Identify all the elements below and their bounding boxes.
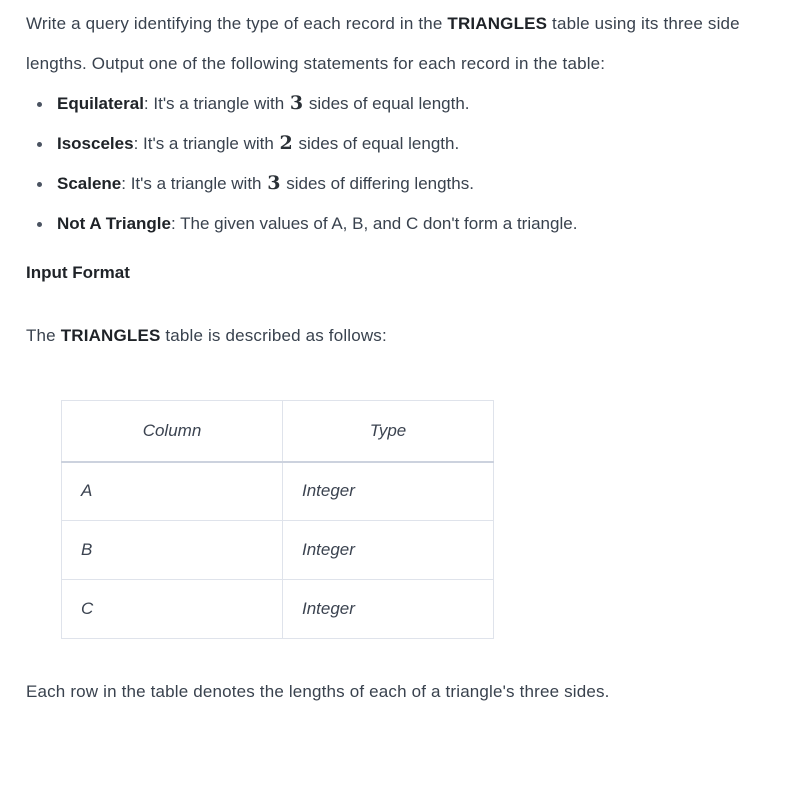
triangles-schema-table-wrapper (26, 356, 774, 639)
list-item (26, 204, 774, 244)
table-body (62, 462, 494, 639)
cell-column-name: C (62, 580, 283, 639)
bullet-dot-icon (37, 142, 42, 147)
triangle-type-text-before: : The given values of A, B, and C don't form a triangle. (170, 214, 578, 233)
column-header-column: Column (62, 401, 283, 462)
intro-paragraph (26, 0, 774, 84)
triangle-type-list (26, 84, 774, 244)
intro-text-after: table using its three side lengths. Output one of the following statements for each record in the table: (26, 14, 740, 73)
table-name-bold: TRIANGLES (60, 326, 161, 345)
table-description-paragraph (26, 285, 774, 356)
described-text-after: table is described as follows: (160, 326, 387, 345)
cell-column-type: Integer (283, 462, 494, 521)
described-text-before: The (26, 326, 61, 345)
bullet-dot-icon (37, 182, 42, 187)
intro-text-before: Write a query identifying the type of each record in the (26, 14, 448, 33)
table-header-row (62, 401, 494, 462)
column-header-type: Type (283, 401, 494, 462)
list-item (26, 164, 774, 204)
triangles-schema-table (61, 400, 494, 639)
cell-column-name: B (62, 521, 283, 580)
bullet-dot-icon (37, 222, 42, 227)
table-row (62, 521, 494, 580)
triangle-type-label: Isosceles (57, 134, 134, 153)
input-format-heading: Input Format (26, 263, 130, 282)
cell-column-type: Integer (283, 580, 494, 639)
triangle-type-label: Not A Triangle (57, 214, 171, 233)
triangle-type-number: 3 (289, 92, 304, 114)
triangle-type-text-before: : It's a triangle with (121, 174, 267, 193)
triangle-type-label: Equilateral (57, 94, 144, 113)
triangle-type-text-before: : It's a triangle with (143, 94, 289, 113)
list-item (26, 124, 774, 164)
triangle-type-number (577, 212, 579, 234)
table-name-bold: TRIANGLES (447, 14, 548, 33)
triangle-type-number: 3 (267, 172, 281, 194)
cell-column-name: A (62, 462, 283, 521)
table-header (62, 401, 494, 462)
triangle-type-number: 2 (279, 132, 293, 154)
triangle-type-label: Scalene (57, 174, 122, 193)
table-row (62, 580, 494, 639)
list-item (26, 84, 774, 124)
closing-paragraph: Each row in the table denotes the lengths of each of a triangle's three sides. (26, 682, 610, 701)
triangle-type-text-after: sides of differing lengths. (281, 174, 474, 193)
triangle-type-text-after: sides of equal length. (304, 94, 470, 113)
bullet-dot-icon (37, 102, 42, 107)
table-row (62, 462, 494, 521)
cell-column-type: Integer (283, 521, 494, 580)
triangle-type-text-after: sides of equal length. (293, 134, 460, 153)
triangle-type-text-before: : It's a triangle with (133, 134, 279, 153)
